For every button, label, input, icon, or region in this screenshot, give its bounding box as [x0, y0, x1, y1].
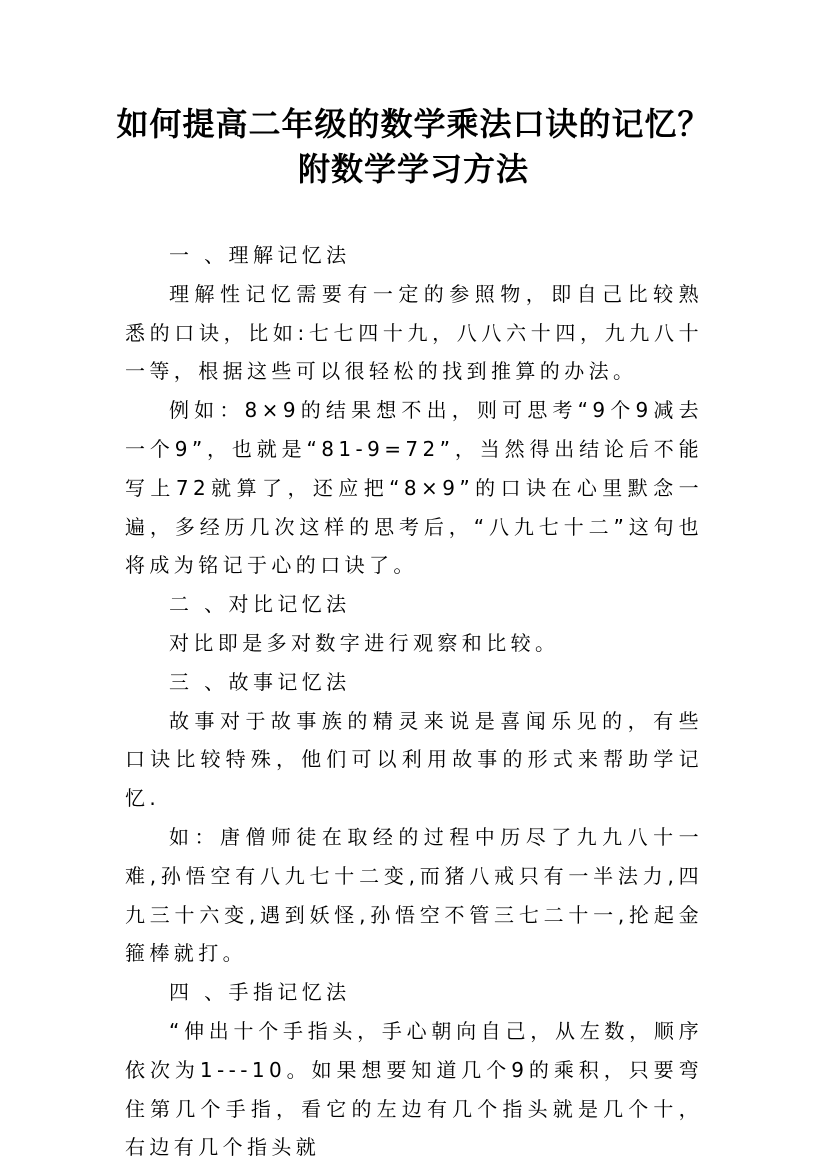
document-title-line-2: 附数学学习方法	[297, 150, 529, 188]
paragraph-1-1: 理解性记忆需要有一定的参照物，即自己比较熟悉的口诀，比如:七七四十九，八八六十四，九九八十一等，根据这些可以很轻松的找到推算的办法。	[125, 281, 703, 384]
paragraph-3-1: 故事对于故事族的精灵来说是喜闻乐见的，有些口诀比较特殊，他们可以利用故事的形式来帮助学记忆.	[125, 708, 703, 811]
section-heading-1: 一 、理解记忆法	[169, 243, 351, 267]
section-heading-2: 二 、对比记忆法	[169, 592, 351, 617]
paragraph-2-1: 对比即是多对数字进行观察和比较。	[169, 630, 560, 655]
section-heading-3: 三 、故事记忆法	[169, 669, 351, 694]
document-title-line-1: 如何提高二年级的数学乘法口诀的记忆？	[116, 105, 711, 143]
document-body	[125, 236, 703, 1167]
paragraph-4-1: “伸出十个手指头，手心朝向自己，从左数，顺序依次为1---10。如果想要知道几个9的乘积，只要弯住第几个手指，看它的左边有几个指头就是几个十，右边有几个指头就	[125, 1018, 703, 1160]
section-heading-4: 四 、手指记忆法	[169, 980, 351, 1005]
paragraph-1-2: 例如：8×9的结果想不出，则可思考“9个9减去一个9”，也就是“81-9=72”，当然得出结论后不能写上72就算了，还应把“8×9”的口诀在心里默念一遍，多经历几次这样的思考后，“八九七十二”这句也将成为铭记于心的口诀了。	[125, 398, 703, 578]
paragraph-3-2: 如：唐僧师徒在取经的过程中历尽了九九八十一难,孙悟空有八九七十二变,而猪八戒只有一半法力,四九三十六变,遇到妖怪,孙悟空不管三七二十一,抡起金箍棒就打。	[125, 824, 703, 966]
